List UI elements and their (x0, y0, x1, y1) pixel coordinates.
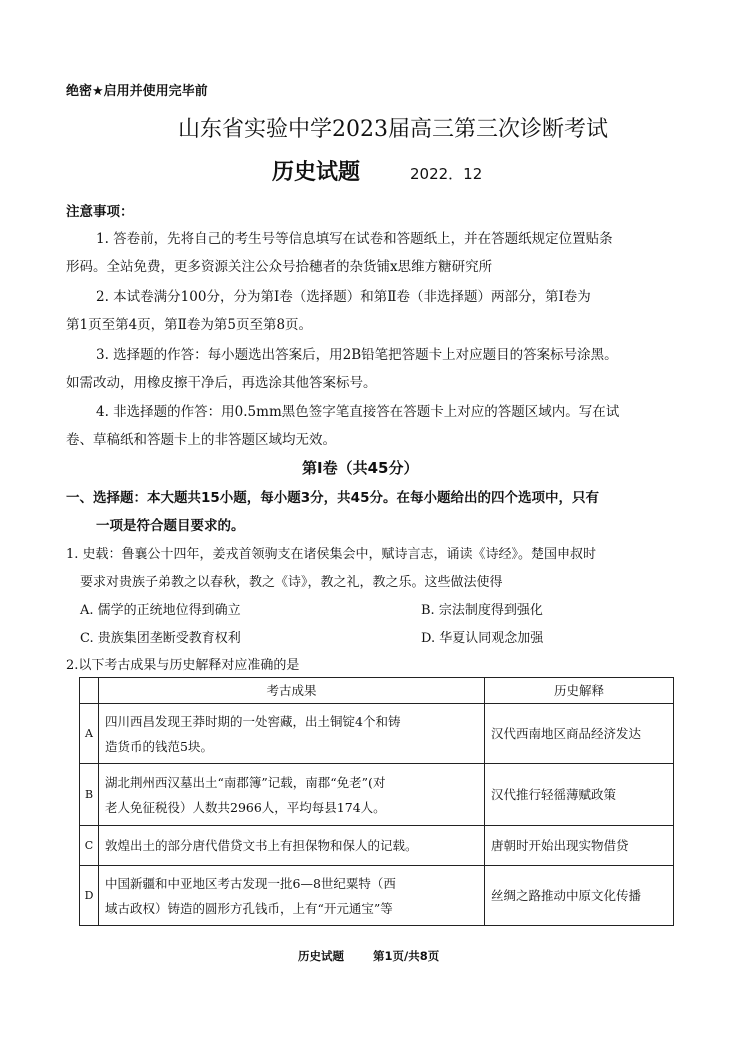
row-finding (99, 866, 485, 926)
table-row (80, 704, 674, 764)
row-finding-line2: 域古政权）铸造的圆形方孔钱币，上有“开元通宝”等 (105, 900, 393, 916)
row-finding-line1: 四川西昌发现王莽时期的一处窖藏，出土铜锭4个和铸 (105, 713, 401, 729)
notice-item-1-line2: 形码。全站免费，更多资源关注公众号拾穗者的杂货铺x思维方糖研究所 (66, 259, 493, 275)
notice-item-2-line2: 第1页至第4页，第Ⅱ卷为第5页至第8页。 (66, 317, 313, 333)
notice-item-2-line1: 2. 本试卷满分100分，分为第Ⅰ卷（选择题）和第Ⅱ卷（非选择题）两部分，第Ⅰ卷为 (96, 289, 591, 305)
notice-heading: 注意事项： (66, 204, 134, 220)
row-explanation: 汉代推行轻徭薄赋政策 (485, 764, 674, 826)
row-finding (99, 764, 485, 826)
secret-mark: 绝密★启用并使用完毕前 (66, 84, 208, 99)
row-finding (99, 704, 485, 764)
footer-page-number: 第1页/共8页 (373, 949, 440, 963)
section-instruction-line2: 一项是符合题目要求的。 (96, 518, 245, 534)
section-title: 第Ⅰ卷（共45分） (302, 459, 419, 477)
table-row (80, 866, 674, 926)
table-header-row (80, 678, 674, 704)
notice-item-4-line1: 4. 非选择题的作答：用0.5mm黑色签字笔直接答在答题卡上对应的答题区域内。写在试 (96, 404, 620, 420)
subject-title: 历史试题 (272, 160, 361, 185)
row-finding-line1: 中国新疆和中亚地区考古发现一批6—8世纪粟特（西 (105, 875, 396, 891)
section-instruction-line1: 一、选择题：本大题共15小题，每小题3分，共45分。在每小题给出的四个选项中，只有 (66, 490, 599, 506)
row-finding (99, 826, 485, 866)
row-finding-line2: 老人免征税役）人数共2966人，平均每县174人。 (105, 799, 386, 815)
row-letter: D (80, 866, 99, 926)
row-explanation: 唐朝时开始出现实物借贷 (485, 826, 674, 866)
row-finding-line1: 敦煌出土的部分唐代借贷文书上有担保物和保人的记载。 (105, 838, 418, 853)
notice-item-1-line1: 1. 答卷前，先将自己的考生号等信息填写在试卷和答题纸上，并在答题纸规定位置贴条 (96, 231, 613, 247)
exam-title: 山东省实验中学2023届高三第三次诊断考试 (178, 117, 608, 142)
row-letter: A (80, 704, 99, 764)
row-letter: C (80, 826, 99, 866)
notice-item-3-line1: 3. 选择题的作答：每小题选出答案后，用2B铅笔把答题卡上对应题目的答案标号涂黑。 (96, 347, 618, 363)
q1-option-d: D. 华夏认同观念加强 (421, 631, 544, 646)
q2-table (79, 677, 674, 926)
table-header-explanation: 历史解释 (485, 678, 674, 704)
row-explanation: 汉代西南地区商品经济发达 (485, 704, 674, 764)
q2-stem: 2.以下考古成果与历史解释对应准确的是 (66, 658, 300, 673)
row-letter: B (80, 764, 99, 826)
q1-option-c: C. 贵族集团垄断受教育权利 (80, 631, 241, 646)
row-finding-line2: 造货币的钱范5块。 (105, 738, 213, 754)
notice-item-3-line2: 如需改动，用橡皮擦干净后，再选涂其他答案标号。 (66, 375, 377, 391)
table-row (80, 826, 674, 866)
notice-item-4-line2: 卷、草稿纸和答题卡上的非答题区域均无效。 (66, 432, 336, 448)
q1-stem-line1: 1. 史载：鲁襄公十四年，姜戎首领驹支在诸侯集会中，赋诗言志，诵读《诗经》。楚国申叔时 (66, 547, 597, 562)
table-header-findings: 考古成果 (99, 678, 485, 704)
q1-option-b: B. 宗法制度得到强化 (421, 603, 543, 618)
row-explanation: 丝绸之路推动中原文化传播 (485, 866, 674, 926)
exam-date: 2022．12 (410, 165, 483, 183)
row-finding-line1: 湖北荆州西汉墓出土“南郡簿”记载，南郡“免老”(对 (105, 774, 386, 790)
q1-stem-line2: 要求对贵族子弟教之以春秋，教之《诗》，教之礼，教之乐。这些做法使得 (80, 575, 503, 590)
table-row (80, 764, 674, 826)
footer-subject: 历史试题 (298, 949, 344, 963)
q1-option-a: A. 儒学的正统地位得到确立 (80, 603, 241, 618)
table-header-empty (80, 678, 99, 704)
